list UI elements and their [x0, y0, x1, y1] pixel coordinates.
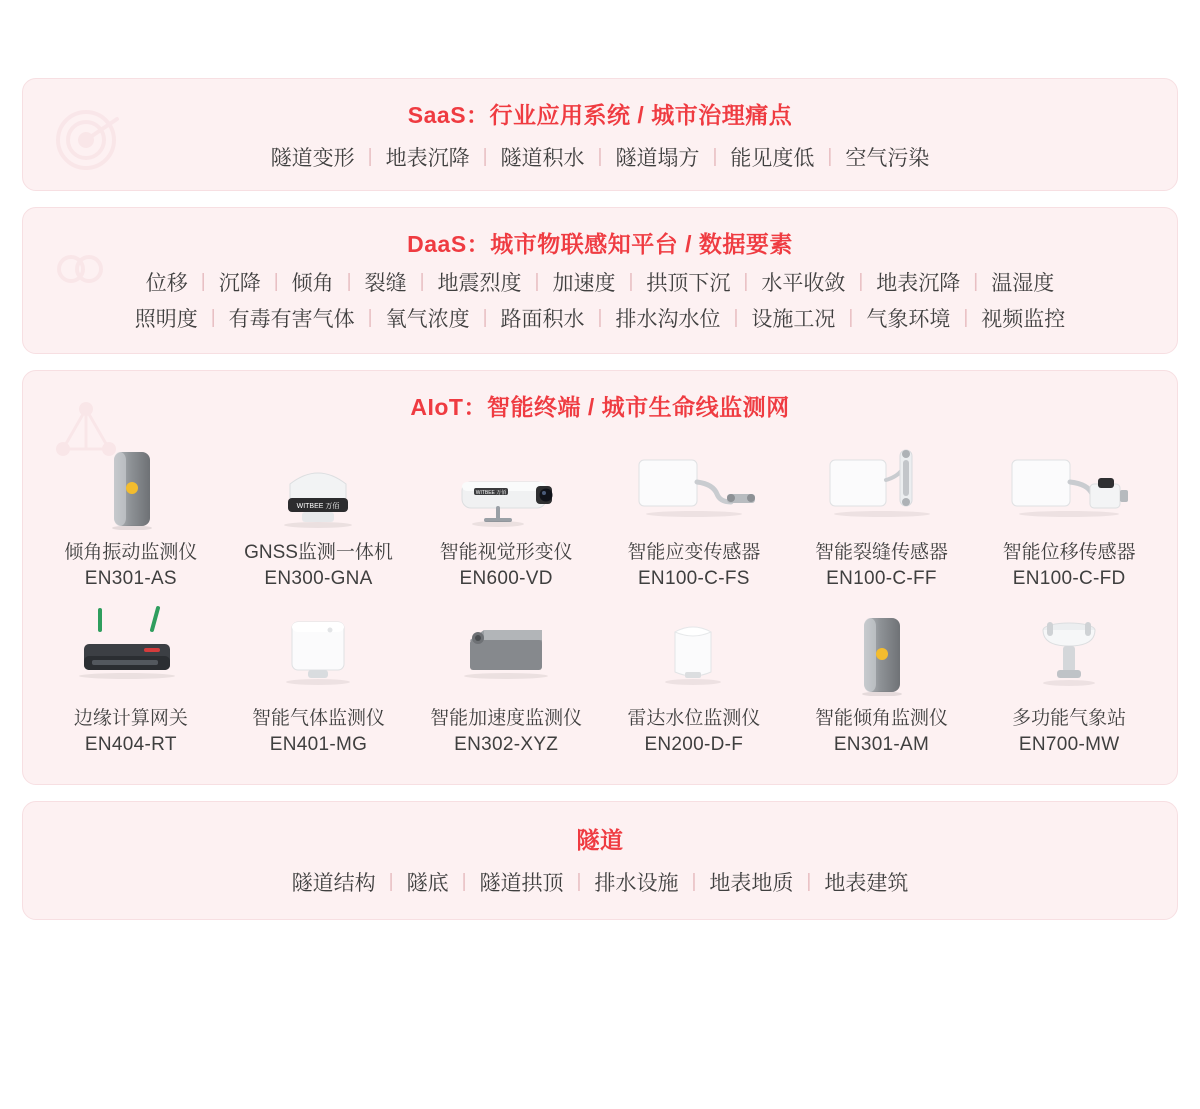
tag-separator: | [200, 271, 206, 292]
tag-separator: | [576, 871, 582, 893]
layer-panel-tunnel [22, 801, 1178, 920]
tag-separator: | [534, 271, 540, 292]
device-card[interactable] [412, 434, 600, 594]
panel-title-aiot [23, 371, 1177, 428]
device-card[interactable] [225, 434, 413, 594]
panel-title-daas-prefix: DaaS： [407, 231, 491, 257]
device-name: 智能倾角监测仪 [814, 708, 948, 730]
device-name: 多功能气象站 [1012, 708, 1127, 730]
tag-row-daas-2 [23, 301, 1177, 353]
device-card[interactable] [788, 600, 976, 760]
tag-separator: | [482, 307, 488, 328]
tag-row-daas-1 [23, 265, 1177, 301]
tag-item: 空气污染 [845, 147, 930, 170]
tag-item: 气象环境 [866, 308, 951, 331]
tag-separator: | [712, 146, 718, 167]
device-name: GNSS监测一体机 [244, 542, 393, 563]
device-model: EN301-AM [833, 733, 930, 755]
panel-title-saas-prefix: SaaS： [407, 102, 490, 128]
device-model: EN404-RT [84, 733, 177, 755]
tag-item: 隧道拱顶 [479, 872, 564, 896]
layer-panel-aiot [22, 370, 1178, 785]
layer-panel-saas [22, 78, 1178, 191]
radar-water-level-icon [639, 604, 749, 696]
weather-station-icon [1019, 604, 1119, 696]
device-model: EN600-VD [459, 567, 553, 589]
panel-title-aiot-prefix: AIoT： [410, 394, 487, 420]
tag-item: 拱顶下沉 [646, 272, 731, 295]
device-model: EN302-XYZ [454, 733, 559, 755]
tag-item: 隧道塌方 [615, 147, 700, 170]
tag-separator: | [858, 271, 864, 292]
device-name: 倾角振动监测仪 [64, 542, 198, 563]
device-card[interactable] [975, 434, 1163, 594]
displacement-sensor-icon [994, 438, 1144, 530]
tag-separator: | [210, 307, 216, 328]
device-name: 智能视觉形变仪 [439, 542, 573, 563]
device-name: 雷达水位监测仪 [627, 708, 761, 730]
tag-row-saas [23, 136, 1177, 190]
panel-title-daas [23, 208, 1177, 265]
device-card[interactable] [788, 434, 976, 594]
device-model: EN301-AS [84, 567, 177, 589]
tag-item: 有毒有害气体 [228, 308, 355, 331]
accelerometer-icon [436, 604, 576, 696]
strain-sensor-icon [619, 438, 769, 530]
tag-separator: | [743, 271, 749, 292]
gnss-monitor-icon [258, 438, 378, 530]
tag-item: 地表建筑 [824, 872, 909, 896]
tag-item: 倾角 [291, 272, 334, 295]
tag-separator: | [827, 146, 833, 167]
panel-title-saas-rest: 行业应用系统 / 城市治理痛点 [489, 102, 793, 128]
tag-item: 隧道变形 [270, 147, 355, 170]
tag-item: 水平收敛 [761, 272, 846, 295]
tag-separator: | [628, 271, 634, 292]
tag-item: 地表沉降 [876, 272, 961, 295]
tag-separator: | [733, 307, 739, 328]
edge-gateway-icon [56, 604, 206, 696]
tag-item: 温湿度 [991, 272, 1055, 295]
device-card[interactable] [225, 600, 413, 760]
tag-separator: | [419, 271, 425, 292]
tilt-sensor-icon [844, 604, 918, 696]
tag-separator: | [806, 871, 812, 893]
tag-item: 裂缝 [364, 272, 407, 295]
tag-item: 地震烈度 [437, 272, 522, 295]
device-model: EN300-GNA [264, 567, 373, 589]
tag-item: 视频监控 [981, 308, 1066, 331]
device-card[interactable] [600, 600, 788, 760]
tag-separator: | [346, 271, 352, 292]
tag-item: 设施工况 [751, 308, 836, 331]
device-card[interactable] [600, 434, 788, 594]
device-card[interactable] [412, 600, 600, 760]
tag-item: 隧道结构 [291, 872, 376, 896]
tag-separator: | [597, 307, 603, 328]
device-model: EN100-C-FF [826, 567, 937, 589]
tag-separator: | [597, 146, 603, 167]
tag-item: 路面积水 [500, 308, 585, 331]
device-model: EN100-C-FS [637, 567, 750, 589]
tag-item: 沉降 [218, 272, 261, 295]
panel-title-saas [23, 79, 1177, 136]
tag-separator: | [973, 271, 979, 292]
tag-separator: | [461, 871, 467, 893]
device-name: 智能位移传感器 [1002, 542, 1136, 563]
tag-separator: | [367, 146, 373, 167]
device-model: EN700-MW [1018, 733, 1120, 755]
tilt-vibration-sensor-icon [94, 438, 168, 530]
tag-separator: | [691, 871, 697, 893]
tag-item: 氧气浓度 [385, 308, 470, 331]
tag-separator: | [963, 307, 969, 328]
device-name: 边缘计算网关 [73, 708, 188, 730]
device-model: EN100-C-FD [1012, 567, 1126, 589]
device-card[interactable] [37, 600, 225, 760]
device-name: 智能裂缝传感器 [814, 542, 948, 563]
tag-item: 照明度 [134, 308, 198, 331]
device-model: EN401-MG [269, 733, 368, 755]
tag-item: 排水设施 [594, 872, 679, 896]
layer-panel-daas [22, 207, 1178, 354]
gas-monitor-icon [258, 604, 378, 696]
tag-item: 隧道积水 [500, 147, 585, 170]
device-name: 智能气体监测仪 [251, 708, 385, 730]
device-grid [23, 428, 1177, 784]
device-card[interactable] [975, 600, 1163, 760]
device-card[interactable] [37, 434, 225, 594]
crack-sensor-icon [806, 438, 956, 530]
vision-deformation-camera-icon [436, 438, 576, 530]
panel-title-tunnel: 隧道 [576, 827, 624, 854]
tag-separator: | [273, 271, 279, 292]
tag-item: 隧底 [406, 872, 449, 896]
tag-item: 位移 [145, 272, 188, 295]
panel-title-daas-rest: 城市物联感知平台 / 数据要素 [490, 231, 793, 257]
tag-separator: | [848, 307, 854, 328]
tag-item: 排水沟水位 [615, 308, 721, 331]
svg-text:WITBEE 万佰: WITBEE 万佰 [475, 490, 507, 496]
tag-separator: | [388, 871, 394, 893]
device-model: EN200-D-F [644, 733, 744, 755]
tag-item: 加速度 [552, 272, 616, 295]
tag-row-tunnel [23, 861, 1177, 919]
tag-item: 地表地质 [709, 872, 794, 896]
device-name: 智能应变传感器 [627, 542, 761, 563]
panel-title-aiot-rest: 智能终端 / 城市生命线监测网 [486, 394, 790, 420]
device-name: 智能加速度监测仪 [430, 708, 583, 730]
tag-item: 能见度低 [730, 147, 815, 170]
tag-separator: | [482, 146, 488, 167]
tag-item: 地表沉降 [385, 147, 470, 170]
tag-separator: | [367, 307, 373, 328]
svg-text:WITBEE 万佰: WITBEE 万佰 [297, 503, 340, 510]
